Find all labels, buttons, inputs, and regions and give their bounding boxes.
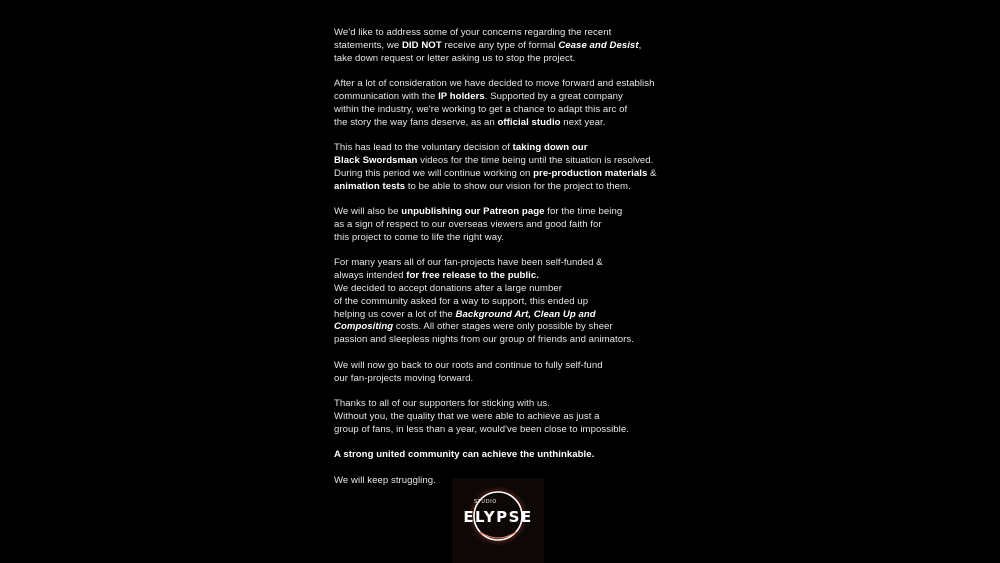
emphasis-animation-tests: animation tests bbox=[334, 180, 406, 192]
statement-text bbox=[334, 27, 694, 500]
emphasis-compositing: Compositing bbox=[334, 321, 394, 333]
paragraph-6: We will now go back to our roots and continue to fully self-fund our fan-projects moving forward. bbox=[334, 359, 603, 384]
emphasis-unpublishing-patreon: unpublishing our Patreon page bbox=[401, 206, 545, 218]
paragraph-4: We will also be unpublishing our Patreon page for the time being as a sign of respect to our overseas viewers and good faith for this project to come to life the right way. bbox=[334, 206, 623, 243]
paragraph-8 bbox=[334, 449, 694, 462]
paragraph-3: This has lead to the voluntary decision of taking down our Black Swordsman videos for the time being until the situation is resolved. During this period we will continue working on pre-production materials & animation tests to be able to show our vision for the project to them. bbox=[334, 142, 657, 192]
emphasis-background-art: Background Art, Clean Up and bbox=[455, 308, 596, 320]
paragraph-1: We'd like to address some of your concerns regarding the recent statements, we DID NOT receive any type of formal Cease and Desist, take down request or letter asking us to stop the project. bbox=[334, 27, 642, 64]
studio-elypse-logo bbox=[452, 478, 544, 563]
sign-off: We will keep struggling. bbox=[334, 474, 436, 486]
emphasis-ip-holders: IP holders bbox=[438, 90, 485, 102]
emphasis-taking-down: taking down our bbox=[512, 142, 588, 154]
paragraph-7: Thanks to all of our supporters for sticking with us. Without you, the quality that we were able to achieve as just a group of fans, in less than a year, would've been close to impossible. bbox=[334, 398, 629, 435]
closing-slogan: A strong united community can achieve the unthinkable. bbox=[334, 449, 595, 461]
paragraph-2: After a lot of consideration we have decided to move forward and establish communication with the IP holders. Supported by a great company within the industry, we're working to get a chance to adapt this arc of the story the way fans deserve, as an official studio next year. bbox=[334, 78, 655, 128]
emphasis-free-release: for free release to the public. bbox=[406, 270, 539, 282]
emphasis-cease-desist: Cease and Desist bbox=[558, 39, 639, 51]
emphasis-black-swordsman: Black Swordsman bbox=[334, 154, 418, 166]
emphasis-pre-production: pre-production materials bbox=[533, 167, 648, 179]
paragraph-5: For many years all of our fan-projects have been self-funded & always intended for free release to the public. We decided to accept donations after a large number of the community asked for a way to support, this ended up helping us cover a lot of the Background Art, Clean Up and Compositing costs. All other stages were only possible by sheer passion and sleepless nights from our group of friends and animators. bbox=[334, 257, 634, 346]
emphasis-did-not: DID NOT bbox=[401, 39, 442, 51]
emphasis-official-studio: official studio bbox=[497, 116, 561, 128]
logo-studio-text: STUDIO bbox=[474, 499, 497, 505]
logo-wordmark: ELYPSE bbox=[463, 508, 533, 526]
